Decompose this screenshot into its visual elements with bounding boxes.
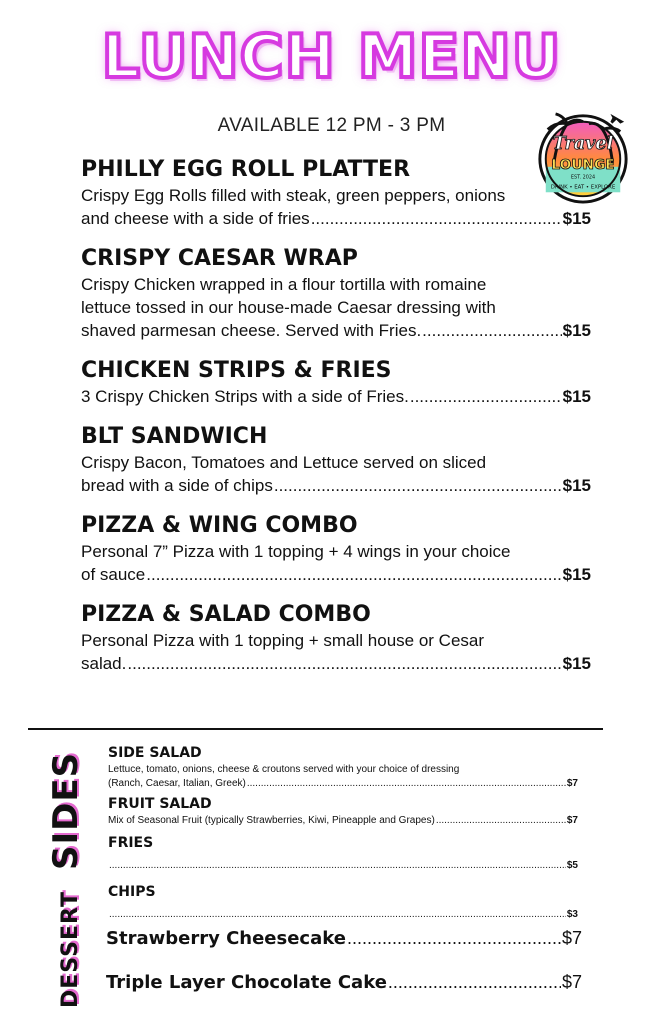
side-price: $5 bbox=[566, 860, 578, 871]
item-price: $15 bbox=[562, 209, 591, 228]
leader-dots bbox=[436, 814, 566, 828]
item-name: BLT SANDWICH bbox=[81, 424, 268, 449]
item-name: PIZZA & SALAD COMBO bbox=[81, 602, 371, 627]
logo-est: EST. 2024 bbox=[570, 174, 596, 181]
item-desc-last: salad. bbox=[81, 654, 127, 673]
item-name: CHICKEN STRIPS & FRIES bbox=[81, 358, 392, 383]
dessert-item bbox=[106, 970, 582, 995]
dessert-list bbox=[106, 926, 582, 1014]
lunch-items bbox=[81, 156, 591, 690]
item-desc: Crispy Chicken wrapped in a flour tortilla with romaine bbox=[81, 275, 487, 294]
leader-dots bbox=[109, 859, 566, 873]
menu-title: LUNCH MENU bbox=[101, 22, 562, 92]
menu-item bbox=[81, 357, 591, 408]
side-name: CHIPS bbox=[108, 884, 156, 900]
item-name: CRISPY CAESAR WRAP bbox=[81, 246, 358, 271]
dessert-name: Strawberry Cheesecake bbox=[106, 928, 346, 949]
item-desc: Personal Pizza with 1 topping + small house or Cesar bbox=[81, 631, 485, 650]
logo-travel: Travel bbox=[552, 133, 614, 155]
logo-lounge: LOUNGE bbox=[551, 156, 615, 173]
sides-heading: SIDES bbox=[46, 751, 86, 870]
menu-item bbox=[81, 512, 591, 586]
side-price: $3 bbox=[566, 909, 578, 920]
menu-item bbox=[81, 601, 591, 675]
item-desc: lettuce tossed in our house-made Caesar dressing with bbox=[81, 298, 496, 317]
leader-dots bbox=[311, 207, 562, 230]
item-desc: Crispy Bacon, Tomatoes and Lettuce served on sliced bbox=[81, 453, 487, 472]
side-name: FRIES bbox=[108, 835, 154, 851]
item-name: PIZZA & WING COMBO bbox=[81, 513, 358, 538]
item-price: $15 bbox=[562, 476, 591, 495]
logo-tagline: DRINK • EAT • EXPLORE bbox=[550, 184, 616, 191]
item-price: $15 bbox=[562, 321, 591, 340]
side-name: FRUIT SALAD bbox=[108, 796, 212, 812]
side-item bbox=[108, 744, 578, 791]
item-desc-last: 3 Crispy Chicken Strips with a side of Fries. bbox=[81, 387, 409, 406]
leader-dots bbox=[347, 926, 561, 950]
leader-dots bbox=[127, 652, 561, 675]
item-desc-last: shaved parmesan cheese. Served with Fries. bbox=[81, 321, 422, 340]
side-desc-last: (Ranch, Caesar, Italian, Greek) bbox=[108, 778, 246, 789]
section-divider bbox=[28, 728, 603, 730]
side-item bbox=[108, 834, 578, 873]
item-desc-last: of sauce bbox=[81, 565, 146, 584]
leader-dots bbox=[109, 908, 566, 922]
side-item bbox=[108, 883, 578, 922]
item-desc: Crispy Egg Rolls filled with steak, green peppers, onions bbox=[81, 186, 506, 205]
item-desc: Personal 7” Pizza with 1 topping + 4 wings in your choice bbox=[81, 542, 511, 561]
leader-dots bbox=[388, 970, 561, 994]
dessert-item bbox=[106, 926, 582, 951]
menu-subtitle: AVAILABLE 12 PM - 3 PM bbox=[217, 115, 446, 136]
leader-dots bbox=[422, 319, 561, 342]
side-name: SIDE SALAD bbox=[108, 745, 202, 761]
item-name: PHILLY EGG ROLL PLATTER bbox=[81, 157, 411, 182]
menu-item bbox=[81, 156, 591, 230]
dessert-price: $7 bbox=[561, 928, 582, 948]
side-desc: Lettuce, tomato, onions, cheese & croutons served with your choice of dressing bbox=[108, 764, 460, 775]
item-desc-last: bread with a side of chips bbox=[81, 476, 273, 495]
sides-list bbox=[108, 744, 578, 926]
menu-item bbox=[81, 423, 591, 497]
item-desc-last: and cheese with a side of fries bbox=[81, 209, 310, 228]
leader-dots bbox=[274, 474, 562, 497]
dessert-heading: DESSERT bbox=[58, 891, 83, 1008]
item-price: $15 bbox=[562, 565, 591, 584]
side-item bbox=[108, 795, 578, 828]
leader-dots bbox=[247, 777, 566, 791]
dessert-price: $7 bbox=[561, 972, 582, 992]
leader-dots bbox=[146, 563, 561, 586]
dessert-name: Triple Layer Chocolate Cake bbox=[106, 972, 387, 993]
item-price: $15 bbox=[562, 654, 591, 673]
item-price: $15 bbox=[562, 387, 591, 406]
side-price: $7 bbox=[566, 815, 578, 826]
side-price: $7 bbox=[566, 778, 578, 789]
leader-dots bbox=[410, 385, 562, 408]
side-desc-last: Mix of Seasonal Fruit (typically Strawberries, Kiwi, Pineapple and Grapes) bbox=[108, 815, 435, 826]
menu-item bbox=[81, 245, 591, 342]
